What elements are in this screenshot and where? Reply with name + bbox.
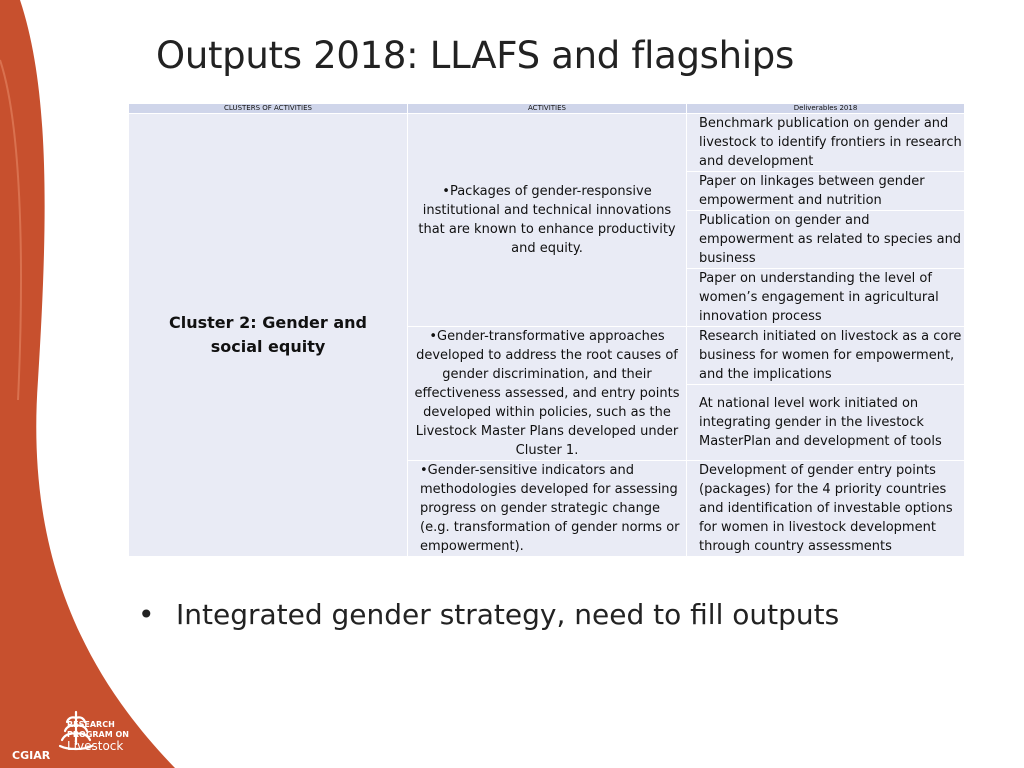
header-activities: ACTIVITIES bbox=[408, 104, 687, 114]
logo-line-2: PROGRAM ON bbox=[67, 730, 129, 739]
outputs-table bbox=[128, 103, 965, 557]
deliverable-cell-1: Benchmark publication on gender and livestock to identify frontiers in research and development bbox=[687, 114, 965, 172]
deliverable-cell-6: At national level work initiated on integrating gender in the livestock MasterPlan and development of tools bbox=[687, 385, 965, 461]
bullet-dot: • bbox=[138, 598, 155, 631]
table-header-row bbox=[129, 104, 965, 114]
activity-cell-2: •Gender-transformative approaches developed to address the root causes of gender discrimination, and their effectiveness assessed, and entry points developed within policies, such as the Livestock Master Plans developed under Cluster 1. bbox=[408, 327, 687, 461]
activity-cell-1: •Packages of gender-responsive institutional and technical innovations that are known to enhance productivity and equity. bbox=[408, 114, 687, 327]
program-logo-text bbox=[67, 720, 129, 751]
activity-cell-3: •Gender-sensitive indicators and methodologies developed for assessing progress on gender strategic change (e.g. transformation of gender norms or empowerment). bbox=[408, 461, 687, 557]
bullet-item bbox=[138, 598, 839, 631]
cluster-cell bbox=[129, 114, 408, 557]
deliverable-cell-5: Research initiated on livestock as a core business for women for empowerment, and the implications bbox=[687, 327, 965, 385]
deliverable-cell-7: Development of gender entry points (packages) for the 4 priority countries and identification of investable options for women in livestock development through country assessments bbox=[687, 461, 965, 557]
deliverable-cell-3: Publication on gender and empowerment as related to species and business bbox=[687, 211, 965, 269]
bullet-text: Integrated gender strategy, need to fill outputs bbox=[176, 598, 840, 631]
table-row bbox=[129, 114, 965, 172]
header-clusters: CLUSTERS OF ACTIVITIES bbox=[129, 104, 408, 114]
deliverable-cell-4: Paper on understanding the level of women’s engagement in agricultural innovation process bbox=[687, 269, 965, 327]
cluster-label: Cluster 2: Gender and social equity bbox=[169, 313, 367, 356]
header-deliverables: Deliverables 2018 bbox=[687, 104, 965, 114]
cgiar-logo-text: CGIAR bbox=[12, 749, 51, 762]
slide-title: Outputs 2018: LLAFS and flagships bbox=[156, 34, 794, 77]
logo-line-1: RESEARCH bbox=[67, 720, 115, 729]
logo-line-3: Livestock bbox=[67, 739, 124, 753]
deliverable-cell-2: Paper on linkages between gender empowerment and nutrition bbox=[687, 172, 965, 211]
